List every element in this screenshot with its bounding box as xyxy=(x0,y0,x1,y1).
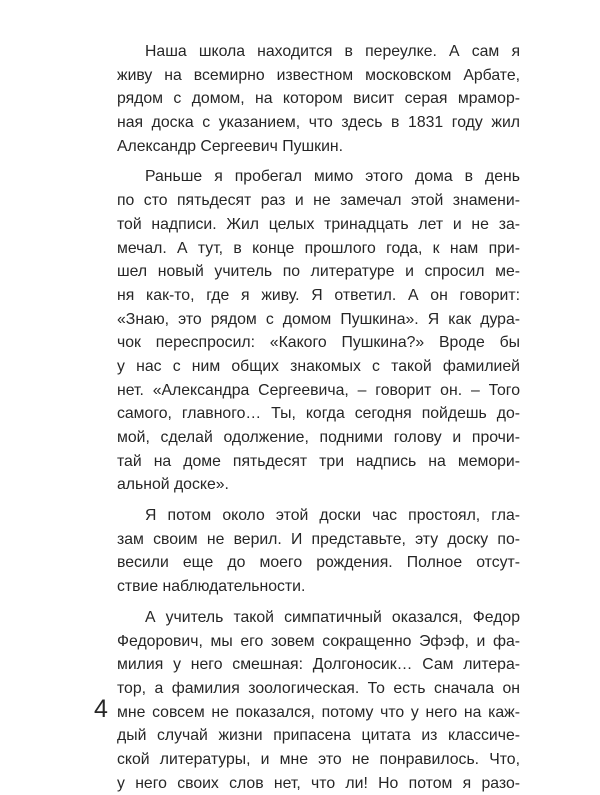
paragraph xyxy=(117,40,520,158)
paragraph xyxy=(117,606,520,795)
text-line: Раньше я пробегал мимо этого дома в день xyxy=(145,168,520,186)
text-line: той надписи. Жил целых тринадцать лет и не за- xyxy=(117,215,520,233)
text-line: А учитель такой симпатичный оказался, Федор xyxy=(145,608,520,626)
text-line: нет. «Александра Сергеевича, – говорит он. – Того xyxy=(117,381,520,399)
text-line: зам своим не верил. И представьте, эту доску по- xyxy=(117,530,520,548)
text-line: ня как-то, где я живу. Я ответил. А он говорит: xyxy=(117,286,520,304)
text-line: ской литературы, и мне это не понравилось. Что, xyxy=(117,750,520,768)
paragraph xyxy=(117,165,520,497)
text-line: Наша школа находится в переулке. А сам я xyxy=(145,43,520,60)
text-line: ствие наблюдательности. xyxy=(117,578,306,596)
text-line: весили еще до моего рождения. Полное отсут- xyxy=(117,554,520,572)
text-line: рядом с домом, на котором висит серая мрамор- xyxy=(117,90,520,108)
text-line: тор, а фамилия зоологическая. То есть сначала он xyxy=(117,679,520,697)
text-line: Федорович, мы его зовем сокращенно Эфэф, и фа- xyxy=(117,632,520,650)
text-line: альной доске». xyxy=(117,476,229,494)
text-line: милия у него смешная: Долгоносик… Сам литера- xyxy=(117,656,520,674)
text-line: мой, сделай одолжение, подними голову и прочи- xyxy=(117,429,520,446)
text-line: Александр Сергеевич Пушкин. xyxy=(117,137,344,155)
text-line: тай на доме пятьдесят три надпись на мемори- xyxy=(117,452,520,470)
text-line: мне совсем не показался, потому что у него на каж- xyxy=(117,703,520,721)
text-line: по сто пятьдесят раз и не замечал этой знамени- xyxy=(117,192,520,210)
paragraph xyxy=(117,504,520,599)
text-line: у него своих слов нет, что ли! Но потом я разо- xyxy=(117,774,520,792)
text-line: «Знаю, это рядом с домом Пушкина». Я как дура- xyxy=(117,310,520,328)
text-line: самого, главного… Ты, когда сегодня пойдешь до- xyxy=(117,405,520,423)
text-line: мечал. А тут, в конце прошлого года, к нам при- xyxy=(117,239,520,257)
body-text xyxy=(117,40,520,795)
text-line: у нас с ним общих знакомых с такой фамилией xyxy=(117,357,520,375)
text-line: Я потом около этой доски час простоял, гла- xyxy=(145,507,520,525)
text-line: живу на всемирно известном московском Арбате, xyxy=(117,66,520,84)
text-line: ная доска с указанием, что здесь в 1831 году жил xyxy=(117,114,520,132)
page-number: 4 xyxy=(94,695,108,723)
text-line: чок переспросил: «Какого Пушкина?» Вроде бы xyxy=(117,334,520,352)
text-line: дый случай жизни припасена цитата из классиче- xyxy=(117,727,520,745)
text-line: шел новый учитель по литературе и спросил ме- xyxy=(117,263,520,281)
